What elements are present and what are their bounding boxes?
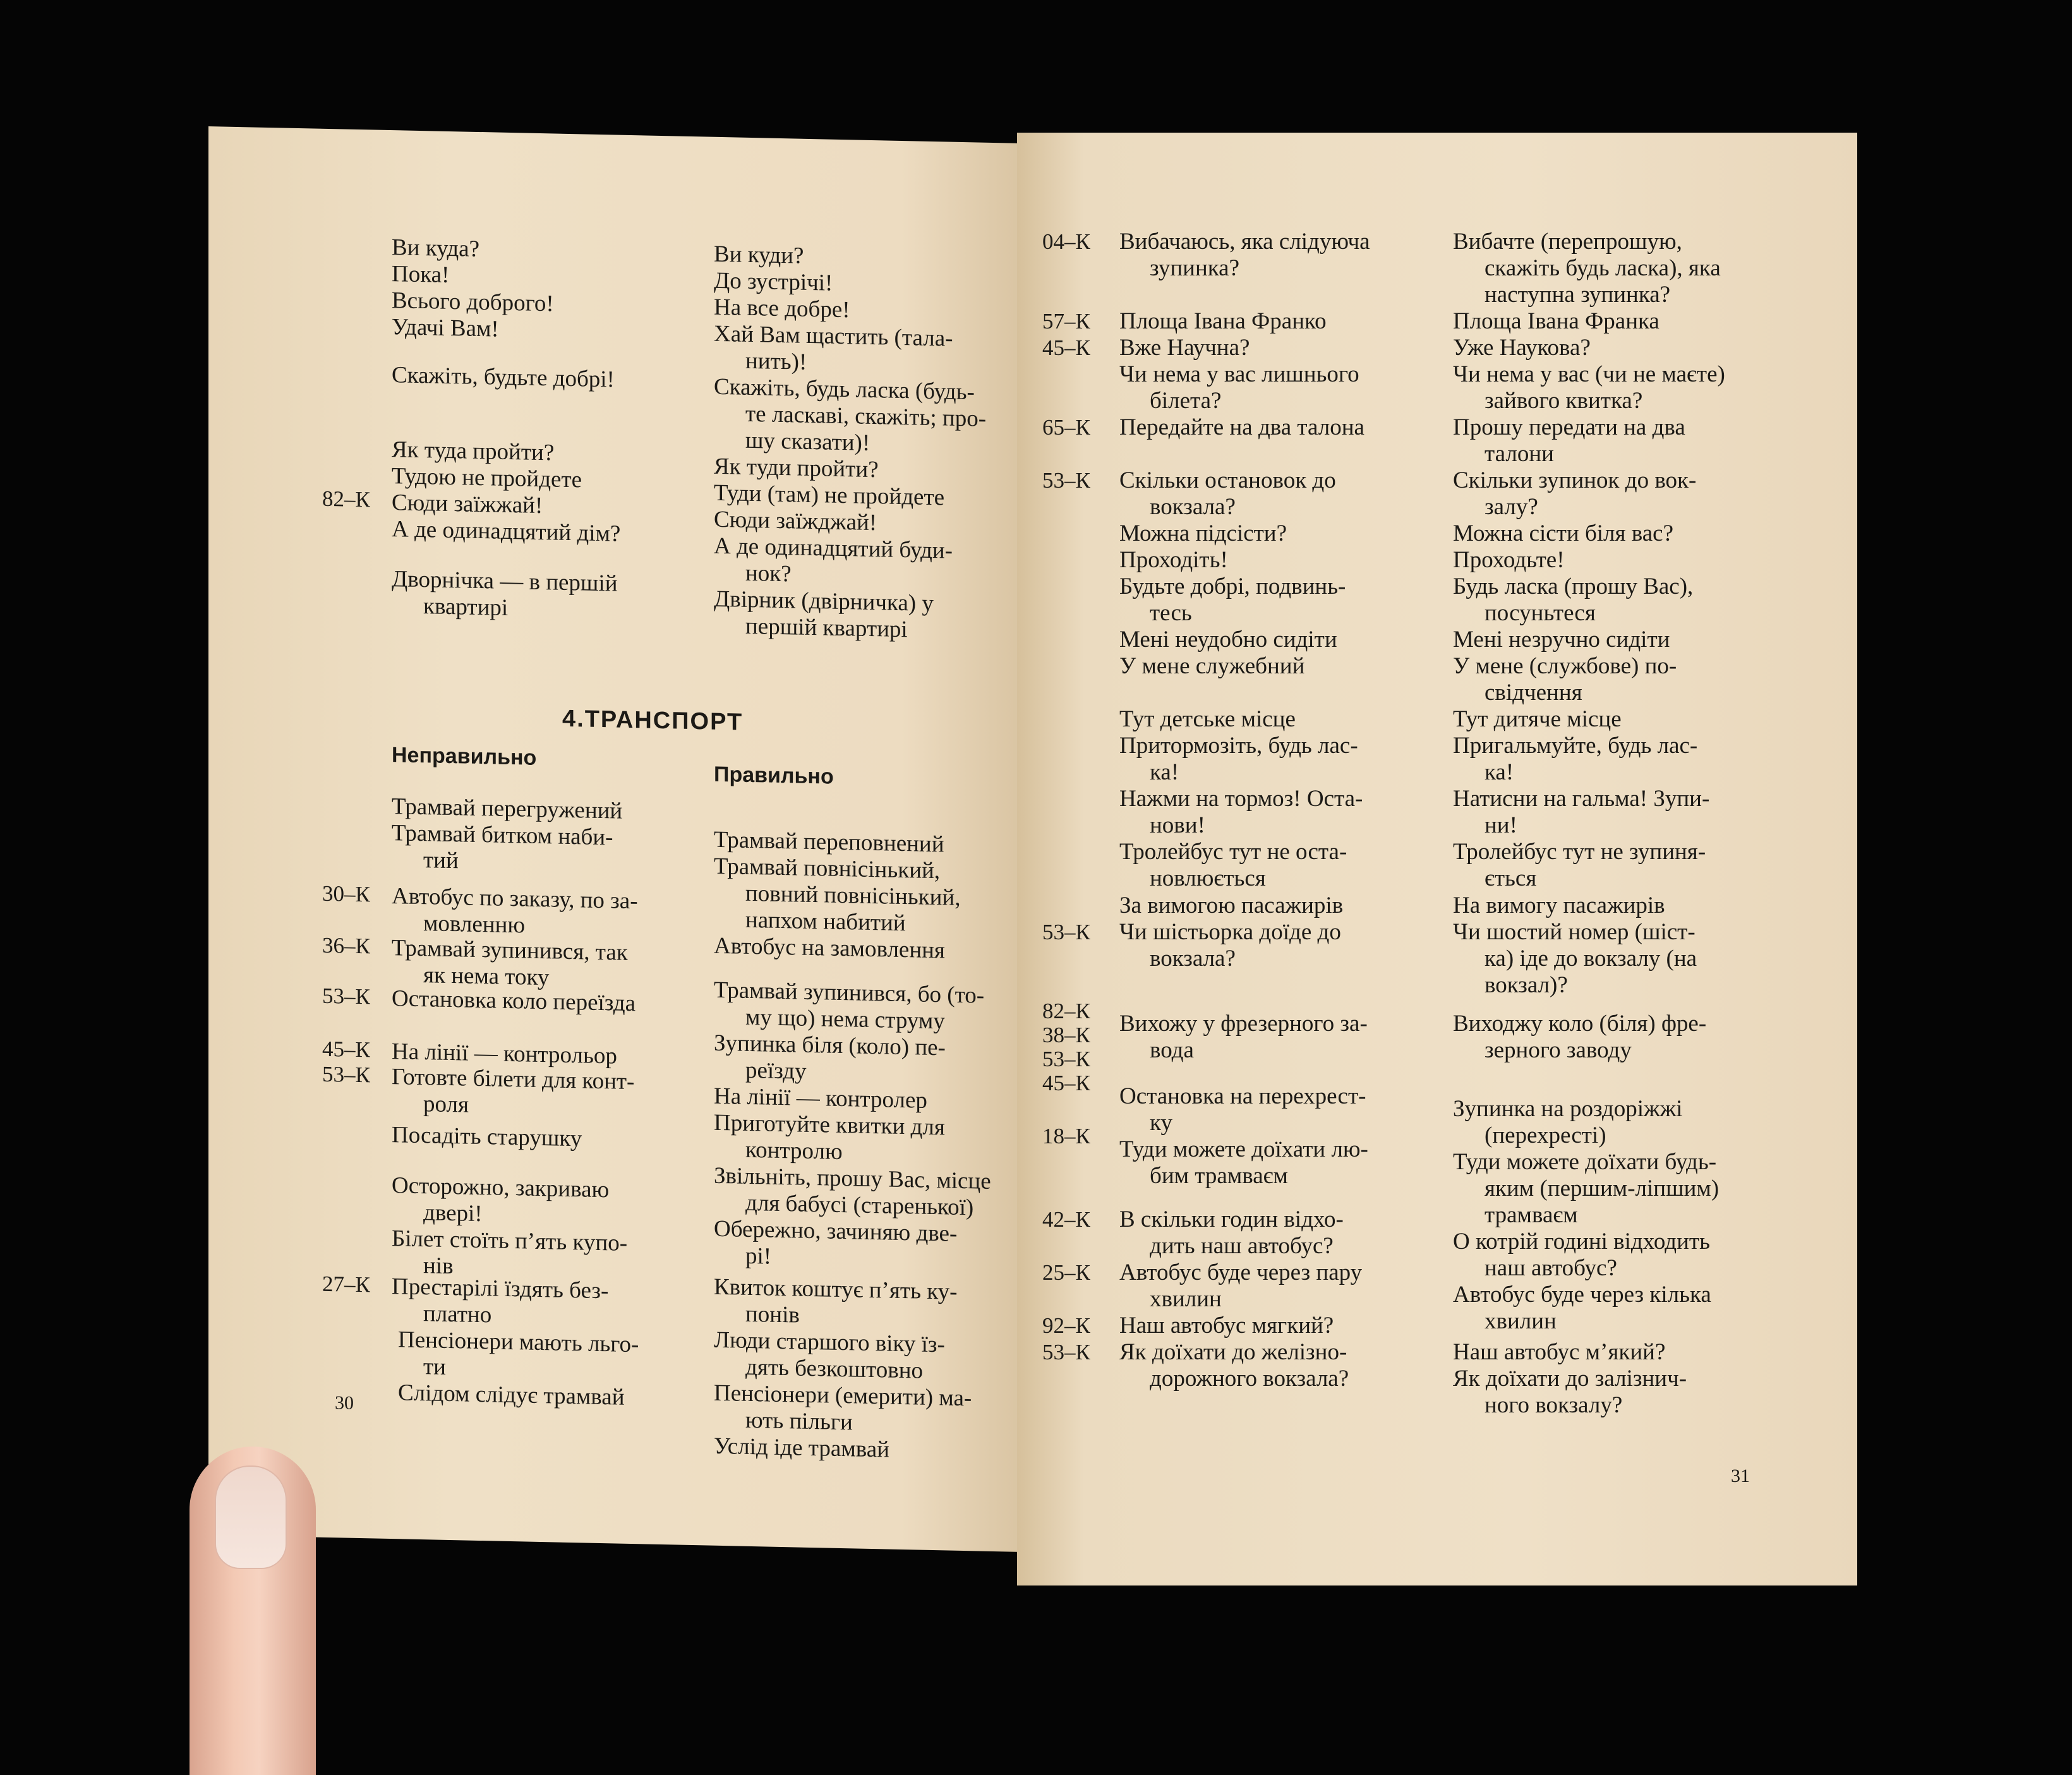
phrase-wrong: Удачі Вам! (392, 314, 499, 342)
phrase-right: му що) нема струму (745, 1004, 945, 1035)
phrase-right: яким (першим-ліпшим) (1485, 1176, 1720, 1201)
phrase-right: скажіть будь ласка), яка (1485, 255, 1721, 281)
phrase-right: Услід іде трамвай (714, 1433, 889, 1463)
phrase-wrong: Трамвай зупинився, так (392, 935, 628, 966)
phrase-wrong: Тут детське місце (1119, 706, 1296, 732)
entry-code: 92–К (1042, 1313, 1090, 1338)
page-number: 30 (335, 1392, 354, 1414)
phrase-right: ного вокзалу? (1485, 1392, 1623, 1418)
phrase-right: Натисни на гальма! Зупи- (1453, 786, 1710, 812)
phrase-wrong: Туди можете доїхати лю- (1119, 1136, 1368, 1162)
phrase-right: Наш автобус м’який? (1453, 1339, 1666, 1365)
phrase-right: хвилин (1485, 1308, 1557, 1334)
phrase-wrong: Тудою не пройдете (392, 463, 582, 493)
phrase-wrong: Вибачаюсь, яка слідуюча (1119, 229, 1370, 255)
phrase-wrong: Скажіть, будьте добрі! (392, 362, 615, 393)
phrase-right: Пенсіонери (емерити) ма- (714, 1380, 972, 1412)
phrase-right: рі! (745, 1242, 772, 1270)
entry-code: 45–К (1042, 1071, 1090, 1095)
phrase-right: повний повнісінький, (745, 880, 961, 911)
phrase-right: Скажіть, будь ласка (будь- (714, 373, 975, 406)
phrase-right: Трамвай переповнений (714, 826, 944, 858)
phrase-right: Скільки зупинок до вок- (1453, 467, 1697, 493)
phrase-right: Туди (там) не пройдете (714, 479, 945, 511)
phrase-right: Сюди заїжджай! (714, 506, 877, 536)
phrase-wrong: Готовте білети для конт- (392, 1064, 635, 1095)
entry-code: 65–К (1042, 415, 1090, 440)
phrase-wrong: нів (423, 1253, 454, 1280)
phrase-right: На все добре! (714, 294, 850, 323)
phrase-wrong: платно (423, 1301, 492, 1328)
phrase-right: Трамвай повнісінький, (714, 853, 941, 884)
phrase-wrong: Білет стоїть п’ять купо- (392, 1225, 628, 1256)
phrase-right: ється (1485, 865, 1537, 891)
phrase-right: залу? (1485, 494, 1538, 520)
fingernail (215, 1465, 287, 1569)
phrase-right: ни! (1485, 812, 1517, 838)
phrase-right: На вимогу пасажирів (1453, 893, 1665, 918)
phrase-wrong: Автобус по заказу, по за- (392, 883, 638, 915)
phrase-wrong: Чи нема у вас лишнього (1119, 361, 1359, 387)
section-title: 4.ТРАНСПОРТ (562, 705, 744, 736)
phrase-wrong: Передайте на два талона (1119, 414, 1364, 440)
entry-code: 53–К (1042, 920, 1090, 944)
phrase-wrong: У мене служебний (1119, 653, 1305, 679)
phrase-wrong: Дворнічка — в першій (392, 566, 618, 597)
phrase-right: талони (1485, 441, 1554, 467)
column-header-right: Правильно (714, 762, 834, 789)
phrase-wrong: Тролейбус тут не оста- (1119, 839, 1347, 865)
phrase-right: ка! (1485, 759, 1514, 785)
phrase-wrong: роля (423, 1091, 469, 1118)
phrase-right: Ви куди? (714, 241, 804, 269)
phrase-right: реїзду (745, 1057, 807, 1085)
entry-code: 18–К (1042, 1124, 1090, 1148)
phrase-right: напхом набитий (745, 906, 906, 937)
phrase-wrong: Наш автобус мягкий? (1119, 1313, 1334, 1339)
phrase-wrong: білета? (1150, 388, 1222, 414)
phrase-wrong: бим трамваєм (1150, 1163, 1288, 1189)
phrase-right: Обережно, зачиняю две- (714, 1215, 958, 1247)
page-number: 31 (1731, 1465, 1750, 1486)
phrase-right: Двірник (двірничка) у (714, 586, 934, 617)
phrase-right: для бабусі (старенької) (745, 1189, 974, 1221)
phrase-right: Зупинка на роздоріжжі (1453, 1096, 1683, 1122)
phrase-wrong: Нажми на тормоз! Оста- (1119, 786, 1363, 812)
phrase-right: вокзал)? (1485, 972, 1568, 998)
phrase-right: Чи шостий номер (шіст- (1453, 919, 1696, 945)
phrase-right: зайвого квитка? (1485, 388, 1643, 414)
phrase-right: Площа Івана Франка (1453, 308, 1659, 334)
phrase-right: Виходжу коло (біля) фре- (1453, 1011, 1707, 1037)
phrase-wrong: двері! (423, 1200, 483, 1227)
entry-code: 42–К (1042, 1207, 1090, 1232)
phrase-right: наш автобус? (1485, 1255, 1617, 1281)
phrase-wrong: Мені неудобно сидіти (1119, 627, 1337, 653)
phrase-right: Хай Вам щастить (тала- (714, 320, 953, 352)
phrase-wrong: новлюється (1150, 865, 1266, 891)
phrase-right: Люди старшого віку їз- (714, 1327, 945, 1358)
phrase-right: А де одинадцятий буди- (714, 532, 953, 564)
entry-code: 53–К (322, 1061, 370, 1088)
phrase-right: Прошу передати на два (1453, 414, 1685, 440)
phrase-right: трамваєм (1485, 1202, 1578, 1228)
phrase-right: те ласкаві, скажіть; про- (745, 400, 987, 432)
phrase-wrong: дорожного вокзала? (1150, 1366, 1349, 1392)
phrase-right: свідчення (1485, 680, 1582, 706)
phrase-wrong: хвилин (1150, 1286, 1222, 1312)
phrase-right: Приготуйте квитки для (714, 1109, 945, 1141)
entry-code: 25–К (1042, 1260, 1090, 1285)
phrase-right: нок? (745, 560, 792, 587)
entry-code: 38–К (1042, 1023, 1090, 1047)
phrase-right: першій квартирі (745, 613, 908, 643)
phrase-right: нить)! (745, 347, 807, 375)
phrase-right: На лінії — контролер (714, 1083, 927, 1114)
phrase-right: Можна сісти біля вас? (1453, 520, 1674, 546)
phrase-right: До зустрічі! (714, 267, 833, 296)
phrase-right: Квиток коштує п’ять ку- (714, 1273, 958, 1305)
entry-code: 82–К (1042, 999, 1090, 1023)
phrase-right: ка) іде до вокзалу (на (1485, 946, 1697, 972)
phrase-right: О котрій годині відходить (1453, 1229, 1710, 1255)
phrase-right: (перехресті) (1485, 1122, 1606, 1148)
phrase-wrong: як нема току (423, 962, 550, 991)
entry-code: 36–К (322, 932, 370, 959)
phrase-right: Проходьте! (1453, 547, 1565, 573)
phrase-wrong: мовленню (423, 910, 526, 939)
entry-code: 45–К (322, 1036, 370, 1062)
phrase-right: Уже Наукова? (1453, 335, 1591, 361)
phrase-wrong: квартирі (423, 593, 509, 621)
phrase-wrong: Всього доброго! (392, 287, 554, 317)
phrase-wrong: Трамвай перегружений (392, 793, 623, 824)
left-page (208, 126, 1023, 1552)
phrase-wrong: В скільки годин відхо- (1119, 1206, 1344, 1232)
phrase-right: Тролейбус тут не зупиня- (1453, 839, 1706, 865)
phrase-wrong: На лінії — контрольор (392, 1038, 617, 1069)
phrase-right: Туди можете доїхати будь- (1453, 1149, 1717, 1175)
phrase-wrong: вода (1150, 1037, 1194, 1063)
phrase-wrong: нови! (1150, 812, 1205, 838)
phrase-wrong: Сюди заїжжай! (392, 490, 543, 519)
phrase-right: Тут дитяче місце (1453, 706, 1622, 732)
phrase-right: зерного заводу (1485, 1037, 1632, 1063)
phrase-wrong: Престарілі їздять без- (392, 1273, 609, 1304)
phrase-right: У мене (службове) по- (1453, 653, 1677, 679)
phrase-wrong: Слідом слідує трамвай (398, 1380, 625, 1411)
phrase-right: Пригальмуйте, будь лас- (1453, 733, 1698, 759)
phrase-wrong: тесь (1150, 600, 1192, 626)
column-header-wrong: Неправильно (392, 743, 537, 770)
phrase-wrong: Автобус буде через пару (1119, 1260, 1363, 1285)
phrase-wrong: Осторожно, закриваю (392, 1172, 610, 1203)
phrase-wrong: Вихожу у фрезерного за- (1119, 1011, 1368, 1037)
phrase-wrong: Пока! (392, 261, 450, 288)
phrase-wrong: Можна підсісти? (1119, 520, 1287, 546)
phrase-wrong: Як доїхати до желізно- (1119, 1339, 1347, 1365)
phrase-right: Як доїхати до залізнич- (1453, 1366, 1687, 1392)
phrase-right: наступна зупинка? (1485, 282, 1671, 308)
phrase-right: Автобус на замовлення (714, 932, 945, 964)
phrase-right: контролю (745, 1136, 843, 1165)
phrase-wrong: Чи шістьорка доїде до (1119, 919, 1341, 945)
phrase-wrong: вокзала? (1150, 946, 1236, 972)
phrase-right: Трамвай зупинився, бо (то- (714, 977, 985, 1009)
phrase-right: шу сказати)! (745, 427, 870, 456)
entry-code: 27–К (322, 1271, 370, 1297)
phrase-wrong: Трамвай битком наби- (392, 820, 613, 851)
phrase-right: Автобус буде через кілька (1453, 1282, 1711, 1308)
phrase-right: ють пільги (745, 1407, 853, 1436)
phrase-wrong: тий (423, 847, 459, 874)
entry-code: 82–К (322, 486, 370, 512)
phrase-wrong: Посадіть старушку (392, 1122, 582, 1152)
phrase-wrong: Як туда пройти? (392, 436, 555, 466)
phrase-wrong: Скільки остановок до (1119, 467, 1336, 493)
entry-code: 53–К (1042, 468, 1090, 493)
entry-code: 57–К (1042, 309, 1090, 334)
entry-code: 53–К (1042, 1340, 1090, 1364)
entry-code: 45–К (1042, 335, 1090, 360)
phrase-wrong: Притормозіть, будь лас- (1119, 733, 1358, 759)
phrase-wrong: Ви куда? (392, 234, 480, 262)
entry-code: 53–К (1042, 1047, 1090, 1071)
phrase-right: Як туди пройти? (714, 453, 879, 483)
phrase-right: Вибачте (перепрошую, (1453, 229, 1682, 255)
phrase-right: Чи нема у вас (чи не маєте) (1453, 361, 1725, 387)
phrase-wrong: Площа Івана Франко (1119, 308, 1327, 334)
phrase-wrong: ка! (1150, 759, 1179, 785)
phrase-right: дять безкоштовно (745, 1354, 924, 1384)
phrase-right: Звільніть, прошу Вас, місце (714, 1162, 991, 1194)
phrase-wrong: Проходіть! (1119, 547, 1228, 573)
phrase-wrong: Будьте добрі, подвинь- (1119, 574, 1346, 599)
phrase-right: посуньтеся (1485, 600, 1596, 626)
entry-code: 30–К (322, 881, 370, 907)
phrase-wrong: Пенсіонери мають льго- (398, 1327, 639, 1358)
phrase-wrong: дить наш автобус? (1150, 1233, 1334, 1259)
phrase-wrong: зупинка? (1150, 255, 1240, 281)
right-page (1017, 133, 1857, 1585)
phrase-right: понів (745, 1301, 800, 1328)
phrase-wrong: ку (1150, 1110, 1172, 1136)
phrase-wrong: Вже Научна? (1119, 335, 1250, 361)
phrase-right: Будь ласка (прошу Вас), (1453, 574, 1694, 599)
phrase-wrong: За вимогою пасажирів (1119, 893, 1344, 918)
phrase-right: Мені незручно сидіти (1453, 627, 1670, 653)
phrase-wrong: Остановка на перехрест- (1119, 1083, 1366, 1109)
entry-code: 53–К (322, 983, 370, 1009)
phrase-wrong: ти (423, 1354, 446, 1380)
entry-code: 04–К (1042, 229, 1090, 254)
phrase-wrong: Остановка коло переїзда (392, 985, 635, 1017)
phrase-right: Зупинка біля (коло) пе- (714, 1030, 946, 1061)
phrase-wrong: А де одинадцятий дім? (392, 516, 621, 547)
phrase-wrong: вокзала? (1150, 494, 1236, 520)
